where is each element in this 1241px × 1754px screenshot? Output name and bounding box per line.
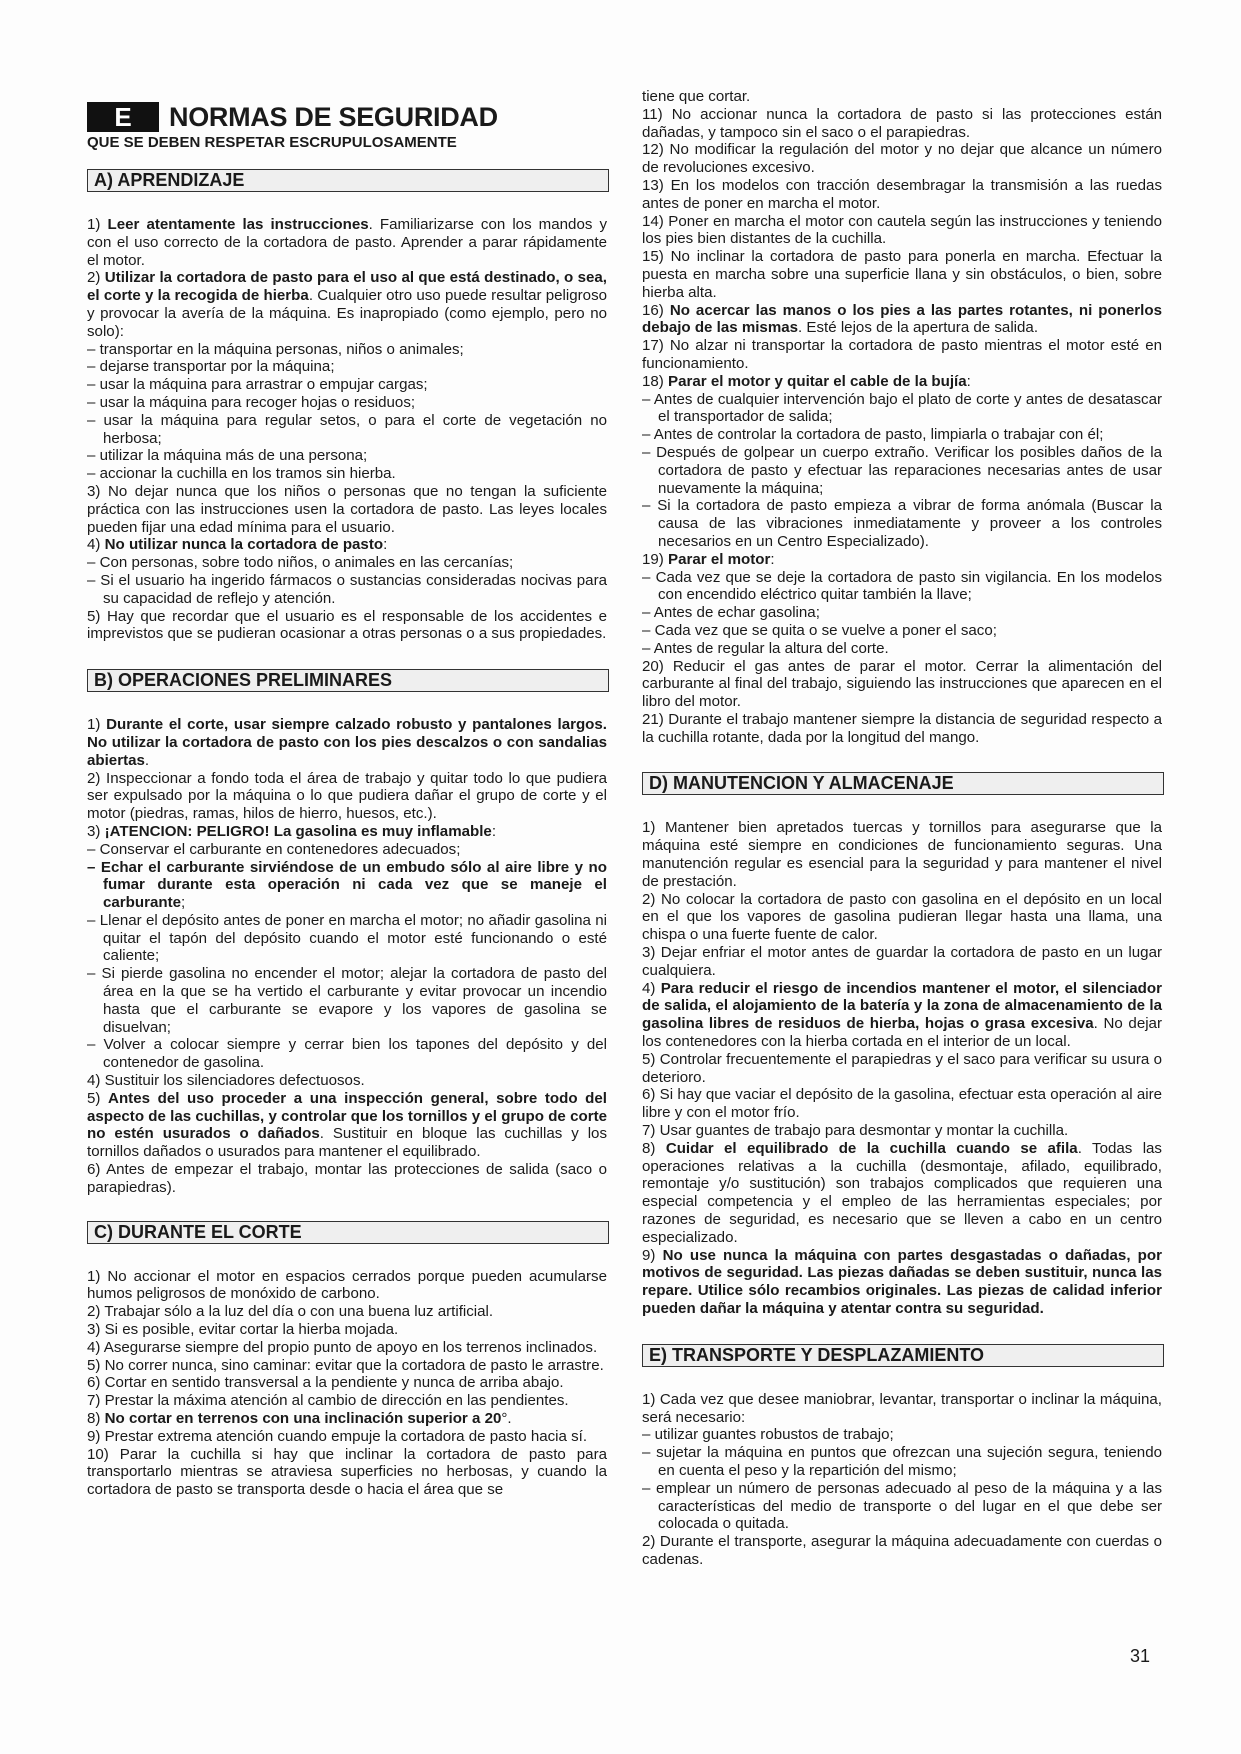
left-column — [87, 96, 607, 1499]
list-item: – Volver a colocar siempre y cerrar bien los tapones del depósito y del contenedor de gasolina. — [87, 1036, 607, 1072]
section-b-item-6: 6) Antes de empezar el trabajo, montar las protecciones de salida (saco o parapiedras). — [87, 1161, 607, 1196]
list-item: – Antes de cualquier intervención bajo el plato de corte y antes de desatascar el transportador de salida; — [642, 390, 1162, 426]
list-item: – usar la máquina para recoger hojas o residuos; — [87, 393, 416, 411]
section-d-item-4: 4) Para reducir el riesgo de incendios mantener el motor, el silenciador de salida, el alojamiento de la batería y la zona de almacenamiento de la gasolina libres de residuos de hierba, hojas o grasa excesiva. No dejar los contenedores con la hierba cortada en el interior de un local. — [642, 979, 1163, 1051]
section-c-item-6: 6) Cortar en sentido transversal a la pendiente y nunca de arriba abajo. — [87, 1374, 564, 1392]
page-subtitle: QUE SE DEBEN RESPETAR ESCRUPULOSAMENTE — [87, 134, 457, 151]
section-c-item-2: 2) Trabajar sólo a la luz del día o con una buena luz artificial. — [87, 1303, 494, 1321]
section-c-item-15: 15) No inclinar la cortadora de pasto para ponerla en marcha. Efectuar la puesta en marcha sobre una superficie llana y sin obstáculos, o bien, sobre hierba alta. — [642, 248, 1162, 301]
section-a-item-4: 4) No utilizar nunca la cortadora de pasto: — [87, 536, 388, 554]
section-d-item-5: 5) Controlar frecuentemente el parapiedras y el saco para verificar su usura o deterioro. — [642, 1050, 1162, 1086]
list-item: – Llenar el depósito antes de poner en marcha el motor; no añadir gasolina ni quitar el tapón del depósito cuando el motor esté funcionando o esté caliente; — [87, 911, 607, 965]
section-c-item-11: 11) No accionar nunca la cortadora de pasto si las protecciones están dañadas, y tampoco sin el saco o el parapiedras. — [642, 105, 1162, 141]
section-d-item-2: 2) No colocar la cortadora de pasto con gasolina en el depósito en un local en el que los vapores de gasolina pudieran llegar hasta una llama, una chispa o una fuerte fuente de calor. — [642, 890, 1162, 944]
section-c-heading: C) DURANTE EL CORTE — [87, 1221, 609, 1244]
list-item: – sujetar la máquina en puntos que ofrezcan una sujeción segura, teniendo en cuenta el peso y la repartición del mismo; — [642, 1444, 1162, 1479]
list-item: – Con personas, sobre todo niños, o animales en las cercanías; — [87, 554, 514, 572]
list-item: – Antes de controlar la cortadora de pasto, limpiarla o trabajar con él; — [642, 426, 1104, 444]
list-item: – usar la máquina para regular setos, o para el corte de vegetación no herbosa; — [87, 411, 607, 447]
section-c-item-1: 1) No accionar el motor en espacios cerrados porque pueden acumularse humos peligrosos de monóxido de carbono. — [87, 1267, 607, 1303]
section-c-item-3: 3) Si es posible, evitar cortar la hierba mojada. — [87, 1321, 399, 1339]
list-item: – Cada vez que se quita o se vuelve a poner el saco; — [642, 621, 997, 639]
list-item: – accionar la cuchilla en los tramos sin hierba. — [87, 465, 396, 483]
section-c-item-12: 12) No modificar la regulación del motor y no dejar que alcance un número de revoluciones excesivo. — [642, 141, 1162, 177]
section-c-item-20: 20) Reducir el gas antes de parar el motor. Cerrar la alimentación del carburante al final del trabajo, siguiendo las instrucciones que aparecen en el libro del motor. — [642, 657, 1162, 711]
section-b-item-4: 4) Sustituir los silenciadores defectuosos. — [87, 1072, 365, 1090]
section-c-item-5: 5) No correr nunca, sino caminar: evitar que la cortadora de pasto le arrastre. — [87, 1356, 604, 1374]
section-c-item-14: 14) Poner en marcha el motor con cautela según las instrucciones y teniendo los pies bien distantes de la cuchilla. — [642, 212, 1162, 248]
list-item: – Si la cortadora de pasto empieza a vibrar de forma anómala (Buscar la causa de las vibraciones inmediatamente y proveer a los controles necesarios en un Centro Especializado). — [642, 497, 1162, 550]
list-item: – emplear un número de personas adecuado al peso de la máquina y a las características del medio de transporte o del lugar en el que debe ser colocada o quitada. — [642, 1479, 1162, 1533]
list-item: – transportar en la máquina personas, niños o animales; — [87, 340, 464, 358]
section-b-item-3: 3) ¡ATENCION: PELIGRO! La gasolina es muy inflamable: — [87, 822, 497, 840]
section-b-item-2: 2) Inspeccionar a fondo toda el área de trabajo y quitar todo lo que pudiera ser expulsado por la máquina o lo que pudiera dañar el grupo de corte y el motor (piedras, ramas, hilos de hierro, huesos, etc.). — [87, 769, 607, 823]
section-c-item-13: 13) En los modelos con tracción desembragar la transmisión a las ruedas antes de poner en marcha el motor. — [642, 176, 1162, 212]
section-b-heading: B) OPERACIONES PRELIMINARES — [87, 669, 609, 692]
section-c-item-10-continued: tiene que cortar. — [642, 88, 751, 105]
section-c-item-17: 17) No alzar ni transportar la cortadora de pasto mientras el motor esté en funcionamiento. — [642, 337, 1162, 372]
section-c-item-4: 4) Asegurarse siempre del propio punto de apoyo en los terrenos inclinados. — [87, 1338, 598, 1356]
list-item: – Antes de regular la altura del corte. — [642, 639, 889, 657]
section-c-item-19: 19) Parar el motor: — [642, 550, 775, 568]
section-d-item-6: 6) Si hay que vaciar el depósito de la gasolina, efectuar esta operación al aire libre y con el motor frío. — [642, 1086, 1162, 1122]
list-item: – utilizar la máquina más de una persona; — [87, 447, 368, 465]
page-title: NORMAS DE SEGURIDAD — [169, 102, 498, 132]
section-d-item-7: 7) Usar guantes de trabajo para desmontar y montar la cuchilla. — [642, 1122, 1069, 1140]
section-c-item-8: 8) No cortar en terrenos con una inclinación superior a 20°. — [87, 1410, 512, 1428]
list-item: – dejarse transportar por la máquina; — [87, 358, 335, 376]
section-b-item-1: 1) Durante el corte, usar siempre calzado robusto y pantalones largos. No utilizar la cortadora de pasto con los pies descalzos o con sandalias abiertas. — [87, 716, 607, 769]
list-item: – Si el usuario ha ingerido fármacos o sustancias consideradas nocivas para su capacidad de reflejo y atención. — [87, 571, 607, 607]
language-badge: E — [87, 102, 159, 132]
section-c-item-7: 7) Prestar la máxima atención al cambio de dirección en las pendientes. — [87, 1392, 569, 1410]
section-c-item-18: 18) Parar el motor y quitar el cable de la bujía: — [642, 372, 971, 390]
section-a-item-1: 1) Leer atentamente las instrucciones. Familiarizarse con los mandos y con el uso correcto de la cortadora de pasto. Aprender a parar rápidamente el motor. — [87, 216, 607, 269]
section-e-item-1: 1) Cada vez que desee maniobrar, levantar, transportar o inclinar la máquina, será necesario: — [642, 1390, 1162, 1426]
list-item: – utilizar guantes robustos de trabajo; — [642, 1426, 894, 1444]
list-item: – Después de golpear un cuerpo extraño. Verificar los posibles daños de la cortadora de pasto y efectuar las reparaciones necesarias antes de usar nuevamente la máquina; — [642, 443, 1162, 497]
section-a-item-5: 5) Hay que recordar que el usuario es el responsable de los accidentes e imprevistos que se pudieran ocasionar a otras personas o a sus propiedades. — [87, 607, 607, 643]
section-c-item-21: 21) Durante el trabajo mantener siempre la distancia de seguridad respecto a la cuchilla rotante, dada por la longitud del mango. — [642, 710, 1162, 746]
section-d-item-9: 9) No use nunca la máquina con partes desgastadas o dañadas, por motivos de seguridad. Las piezas dañadas se deben sustituir, nunca las repare. Utilice sólo recambios originales. Las piezas de calidad inferior pueden dañar la máquina y atentar contra su seguridad. — [642, 1246, 1162, 1317]
page-number: 31 — [1130, 1646, 1151, 1666]
list-item: – Antes de echar gasolina; — [642, 604, 820, 622]
section-d-heading: D) MANUTENCION Y ALMACENAJE — [642, 772, 1164, 795]
section-a-item-3: 3) No dejar nunca que los niños o personas que no tengan la suficiente práctica con las instrucciones usen la cortadora de pasto. Las leyes locales pueden fijar una edad mínima para el usuario. — [87, 482, 607, 536]
section-c-item-16: 16) No acercar las manos o los pies a las partes rotantes, ni ponerlos debajo de las mismas. Esté lejos de la apertura de salida. — [642, 301, 1162, 337]
section-a-heading: A) APRENDIZAJE — [87, 169, 609, 192]
right-column — [642, 88, 1162, 1569]
section-e-item-2: 2) Durante el transporte, asegurar la máquina adecuadamente con cuerdas o cadenas. — [642, 1533, 1162, 1568]
page-header — [87, 96, 607, 151]
list-item: – Si pierde gasolina no encender el motor; alejar la cortadora de pasto del área en la que se ha vertido el carburante y evitar provocar un incendio hasta que el carburante se evapore y los vapores de gasolina se disuelvan; — [87, 965, 607, 1036]
section-a-item-2: 2) Utilizar la cortadora de pasto para el uso al que está destinado, o sea, el corte y la recogida de hierba. Cualquier otro uso puede resultar peligroso y provocar la avería de la máquina. Es inapropiado (como ejemplo, pero no solo): — [87, 269, 608, 340]
section-b-item-5: 5) Antes del uso proceder a una inspección general, sobre todo del aspecto de las cuchillas, y controlar que los tornillos y el grupo de corte no estén usurados o dañados. Sustituir en bloque las cuchillas y los tornillos dañados o usurados para mantener el equilibrado. — [87, 1089, 607, 1161]
section-c-item-9: 9) Prestar extrema atención cuando empuje la cortadora de pasto hacia sí. — [87, 1427, 588, 1445]
section-d-item-3: 3) Dejar enfriar el motor antes de guardar la cortadora de pasto en un lugar cualquiera. — [642, 944, 1162, 979]
list-item: – Cada vez que se deje la cortadora de pasto sin vigilancia. En los modelos con encendido eléctrico quitar también la llave; — [642, 568, 1162, 604]
section-e-heading: E) TRANSPORTE Y DESPLAZAMIENTO — [642, 1344, 1164, 1367]
section-c-item-10: 10) Parar la cuchilla si hay que inclinar la cortadora de pasto para transportarlo mientras se atraviesa superficies no herbosas, y cuando la cortadora de pasto se transporta desde o hacia el área que se — [87, 1445, 607, 1499]
list-item: – Conservar el carburante en contenedores adecuados; — [87, 840, 461, 858]
list-item: – Echar el carburante sirviéndose de un embudo sólo al aire libre y no fumar durante esta operación ni cada vez que se maneje el carburante; — [87, 858, 607, 912]
section-d-item-8: 8) Cuidar el equilibrado de la cuchilla cuando se afila. Todas las operaciones relativas a la cuchilla (desmontaje, afilado, equilibrado, remontaje y/o sustitución) son trabajos complicados que requieren una especial competencia y el empleo de las herramientas especiales; por razones de seguridad, es necesario que se lleven a cabo en un centro especializado. — [642, 1139, 1162, 1246]
section-d-item-1: 1) Mantener bien apretados tuercas y tornillos para asegurarse que la máquina esté siempre en condiciones de funcionamiento seguras. Una manutención regular es esencial para la seguridad y para mantener el nivel de prestación. — [642, 819, 1162, 890]
list-item: – usar la máquina para arrastrar o empujar cargas; — [87, 376, 428, 394]
